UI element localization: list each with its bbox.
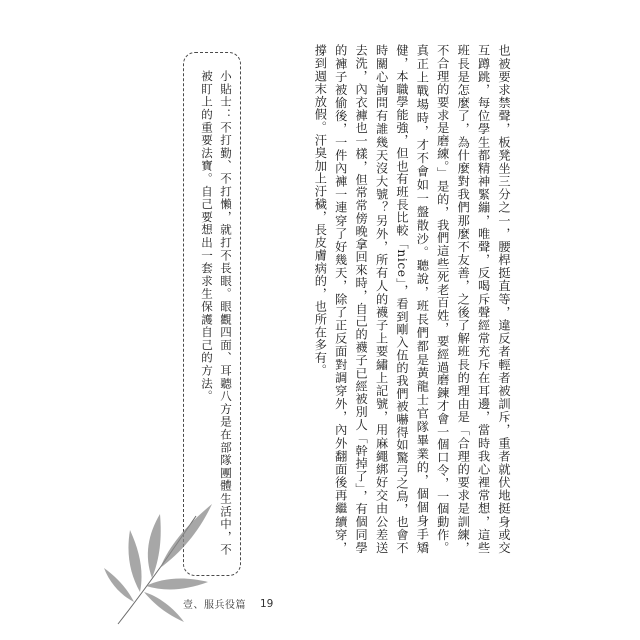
leaf-5: [104, 568, 134, 602]
tip-text: 小貼士：不打勤、不打懶，就打不長眼。眼觀四面、耳聽八方是在部隊團體生活中，不被盯上的重要法寶。自己要想出一套求生保護自己的方法。: [200, 70, 233, 557]
leaf-1: [160, 504, 212, 568]
page-footer: [183, 596, 273, 611]
leaf-6: [144, 592, 184, 622]
chapter-title: 壹、服兵役篇: [183, 600, 246, 611]
leaf-2: [146, 579, 208, 590]
leaf-3: [128, 530, 141, 592]
page-number: 19: [260, 597, 274, 610]
main-paragraph: 也被要求禁聲，板凳坐三分之一，腰桿挺直等，違反者輕者被訓斥，重者就伏地挺身或交互蹲跳，每位學生都精神緊繃，唯聲，反喝斥聲經常充斥在耳邊，當時我心裡常想，這些班長是怎麼了，為什麼對我們那麼不友善，之後了解班長的理由是「合理的要求是訓練，不合理的要求是磨練。」是的，我們這些死老百姓，要經過磨鍊才會一個口令，一個動作。真正上戰場時，才不會如一盤散沙。聽說，班長們都是黃龍士官隊畢業的，個個身手矯健，本職學能強，但也有班長比較「nice」，看到剛入伍的我們被嚇得如驚弓之鳥，也會不時關心詢問有誰幾天沒大號？另外，所有人的襪子上要繡上記號，用麻繩綁好交由公差送去洗，內衣褲也一樣，但常常傍晚拿回來時，自己的襪子已經被別人「幹掉了」，有個同學的褲子被偷後，一件內褲一連穿了好幾天，除了正反面對調穿外，內外翻面後再繼續穿，撐到週末放假。汗臭加上汙穢，長皮膚病的，也所在多有。: [313, 44, 511, 554]
main-text: [244, 44, 514, 554]
leaf-4: [148, 514, 161, 578]
